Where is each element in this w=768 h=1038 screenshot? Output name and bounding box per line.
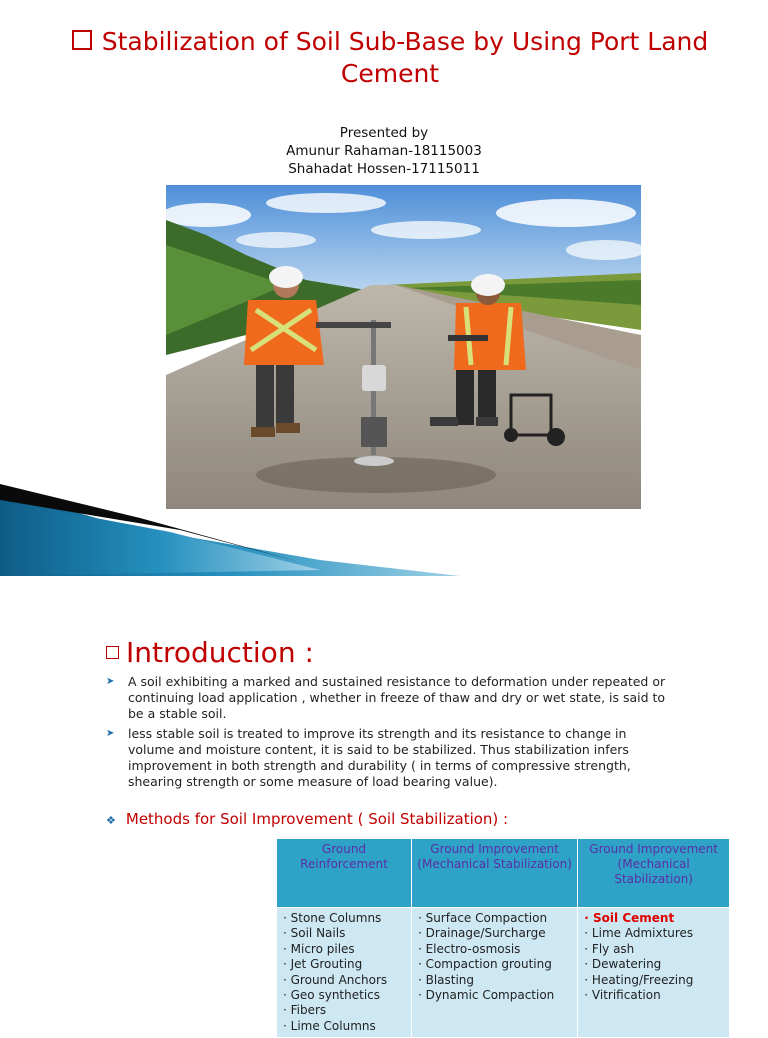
bullet-text: less stable soil is treated to improve its strength and its resistance to change in volume and moisture content, it is said to be stabilized. Thus stabilization infers improvement in both strength and durability ( in terms of compressive strength, shearing strength or some measure of load bearing value). bbox=[128, 726, 631, 789]
introduction-slide bbox=[0, 580, 768, 1033]
list-item: · Ground Anchors bbox=[283, 972, 388, 987]
decorative-swoosh bbox=[0, 470, 768, 576]
list-item: · Surface Compaction bbox=[417, 911, 548, 925]
introduction-heading-text: Introduction : bbox=[126, 636, 314, 669]
list-item: · Soil Nails bbox=[283, 926, 346, 941]
list-item: · Blasting bbox=[417, 972, 475, 987]
list-item: · Fibers bbox=[283, 1003, 327, 1018]
list-item: · Fly ash bbox=[584, 941, 635, 956]
checkbox-bullet-icon bbox=[72, 30, 92, 50]
diamond-bullet-icon: ❖ bbox=[106, 814, 116, 827]
presenter-2: Shahadat Hossen-17115011 bbox=[288, 161, 480, 177]
table-row bbox=[277, 908, 730, 1038]
field-test-photo bbox=[166, 185, 641, 509]
list-item: · Drainage/Surcharge bbox=[417, 926, 546, 941]
methods-heading-text: Methods for Soil Improvement ( Soil Stabilization) : bbox=[125, 810, 509, 828]
list-item: · Geo synthetics bbox=[283, 988, 381, 1003]
list-item: · Stone Columns bbox=[283, 911, 382, 925]
list-item bbox=[106, 674, 676, 722]
list-item: · Lime Admixtures bbox=[584, 926, 694, 941]
arrow-bullet-icon: ➤ bbox=[106, 676, 115, 687]
methods-table bbox=[276, 838, 730, 1038]
title-line-2: Cement bbox=[340, 59, 440, 88]
chemical-stabilization-cell bbox=[578, 908, 730, 1038]
column-header: Ground Reinforcement bbox=[277, 839, 412, 908]
bullet-text: A soil exhibiting a marked and sustained resistance to deformation under repeated or continuing load application , whether in freeze of thaw and dry or wet state, is said to be a stable soil. bbox=[128, 674, 666, 721]
ground-reinforcement-cell bbox=[277, 908, 412, 1038]
introduction-heading bbox=[106, 636, 314, 669]
list-item: · Jet Grouting bbox=[283, 957, 363, 972]
presenter-1: Amunur Rahaman-18115003 bbox=[286, 143, 482, 159]
list-item: · Lime Columns bbox=[283, 1018, 376, 1033]
presenters-block bbox=[0, 124, 768, 178]
list-item-highlighted: · Soil Cement bbox=[584, 911, 675, 925]
slide-title bbox=[40, 26, 740, 90]
table-header-row bbox=[277, 839, 730, 908]
list-item: · Vitrification bbox=[584, 988, 661, 1003]
list-item: · Micro piles bbox=[283, 941, 355, 956]
list-item: · Electro-osmosis bbox=[417, 941, 521, 956]
list-item: · Heating/Freezing bbox=[584, 972, 694, 987]
mechanical-stabilization-cell bbox=[411, 908, 577, 1038]
presented-by-label: Presented by bbox=[339, 125, 429, 141]
list-item: · Dewatering bbox=[584, 957, 662, 972]
column-header: Ground Improvement (Mechanical Stabilization) bbox=[411, 839, 577, 908]
title-line-1: Stabilization of Soil Sub-Base by Using Port Land bbox=[101, 27, 709, 56]
list-item: · Compaction grouting bbox=[417, 957, 552, 972]
checkbox-bullet-icon bbox=[106, 646, 119, 659]
methods-heading bbox=[106, 810, 508, 828]
arrow-bullet-icon: ➤ bbox=[106, 728, 115, 739]
list-item bbox=[106, 726, 676, 790]
column-header: Ground Improvement (Mechanical Stabilization) bbox=[578, 839, 730, 908]
intro-bullet-list bbox=[106, 674, 676, 794]
list-item: · Dynamic Compaction bbox=[417, 988, 555, 1003]
